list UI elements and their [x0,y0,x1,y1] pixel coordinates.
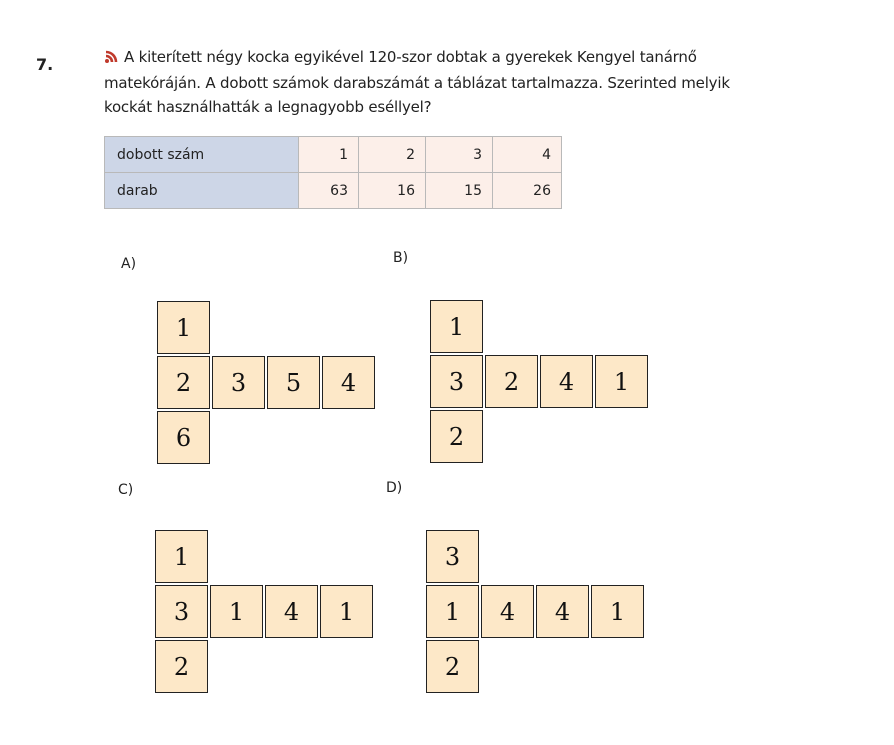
table-cell: 4 [493,137,562,173]
net-face-top: 1 [155,530,208,583]
net-face-top: 1 [157,301,210,354]
net-face: 4 [265,585,318,638]
question-line-1 [104,45,844,71]
net-face-bottom: 2 [430,410,483,463]
option-c-label[interactable]: C) [118,482,134,498]
net-face: 4 [540,355,593,408]
table-row [105,137,562,173]
table-cell: 3 [426,137,493,173]
table-cell: 16 [359,173,426,209]
net-face: 3 [430,355,483,408]
net-face: 3 [212,356,265,409]
question-line-3: kockát használhatták a legnagyobb eséllyel? [104,98,432,116]
net-face: 1 [210,585,263,638]
table-header-cell: dobott szám [105,137,299,173]
net-face-bottom: 2 [426,640,479,693]
option-d-label[interactable]: D) [386,480,403,496]
net-face: 1 [591,585,644,638]
net-face-bottom: 6 [157,411,210,464]
option-a-label[interactable]: A) [121,256,137,272]
question-line-1-text: A kiterített négy kocka egyikével 120-szor dobtak a gyerekek Kengyel tanárnő [124,48,697,66]
net-face: 1 [595,355,648,408]
question-line-2: matekóráján. A dobott számok darabszámát a táblázat tartalmazza. Szerinted melyik [104,74,730,92]
net-face: 4 [322,356,375,409]
table-row [105,173,562,209]
net-face: 5 [267,356,320,409]
table-cell: 26 [493,173,562,209]
net-face-top: 1 [430,300,483,353]
results-table [104,136,562,209]
net-face-bottom: 2 [155,640,208,693]
net-face-top: 3 [426,530,479,583]
net-face: 4 [481,585,534,638]
question-number: 7. [36,55,54,74]
table-header-cell: darab [105,173,299,209]
table-cell: 63 [299,173,359,209]
net-face: 2 [157,356,210,409]
net-face: 4 [536,585,589,638]
net-face: 2 [485,355,538,408]
net-face: 3 [155,585,208,638]
table-cell: 1 [299,137,359,173]
net-face: 1 [426,585,479,638]
table-cell: 2 [359,137,426,173]
net-face: 1 [320,585,373,638]
option-b-label[interactable]: B) [393,250,409,266]
question-text [104,45,844,119]
sound-icon[interactable] [104,47,120,71]
table-cell: 15 [426,173,493,209]
